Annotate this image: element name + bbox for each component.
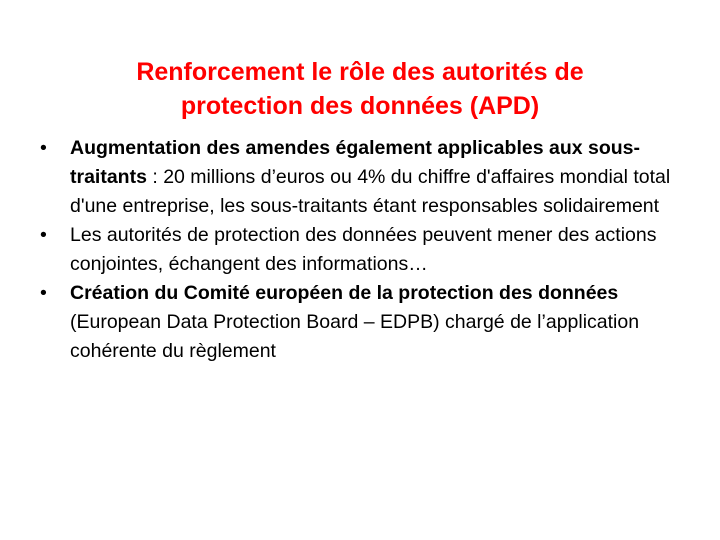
- bullet-item-edpb: [40, 279, 700, 366]
- bullet-item-joint-actions: [40, 221, 700, 279]
- bullet-text: : 20 millions d’euros ou 4% du chiffre d'affaires mondial total d'une entreprise, les sous-traitants étant responsables solidairement: [70, 166, 671, 217]
- bullet-list: [40, 134, 700, 366]
- bullet-text: (European Data Protection Board – EDPB) chargé de l’application cohérente du règlement: [70, 311, 640, 362]
- bullet-item-fines: [40, 134, 700, 221]
- bullet-text: Les autorités de protection des données peuvent mener des actions conjointes, échangent des informations…: [70, 224, 657, 275]
- slide-title-line-2: protection des données (APD): [180, 92, 540, 120]
- slide-title: [60, 55, 660, 123]
- bullet-icon: •: [40, 137, 47, 159]
- bullet-bold-text: Augmentation des amendes également applicables aux sous-traitants: [70, 137, 640, 188]
- slide-title-line-1: Renforcement le rôle des autorités de: [136, 58, 584, 86]
- bullet-icon: •: [40, 224, 47, 246]
- bullet-icon: •: [40, 282, 47, 304]
- bullet-bold-text: Création du Comité européen de la protection des données: [70, 282, 619, 304]
